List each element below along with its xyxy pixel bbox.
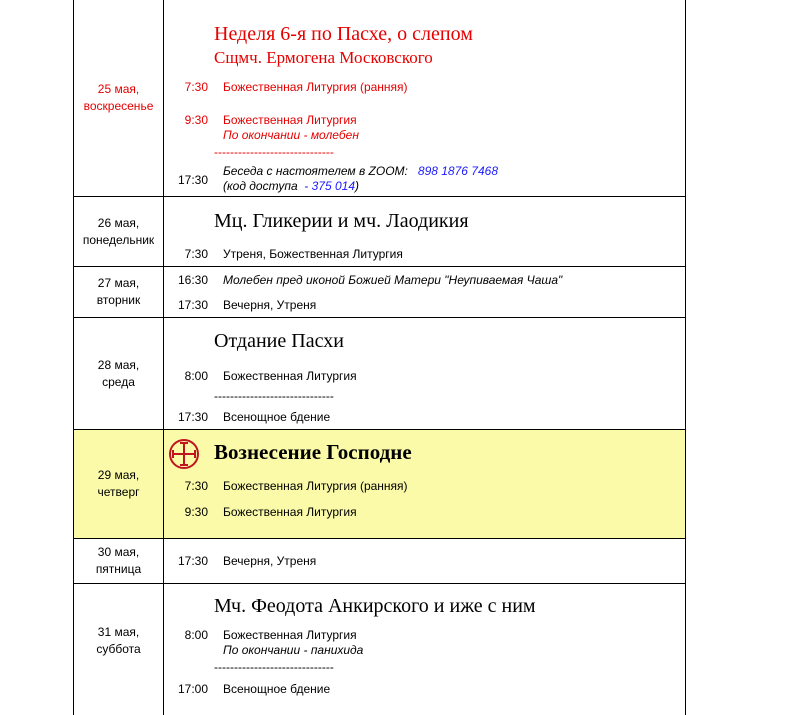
date-cell [74, 584, 164, 715]
date-label: 27 мая, [97, 276, 140, 290]
date-cell [74, 318, 164, 429]
access-code-prefix: (код доступа [223, 179, 298, 193]
service-name: Всенощное бдение [223, 682, 331, 696]
service-name: Утреня, Божественная Литургия [223, 247, 403, 261]
cross-icon [168, 438, 200, 470]
date-label: 26 мая, [97, 215, 140, 230]
services-cell [164, 197, 685, 266]
service-name: Божественная Литургия [223, 113, 357, 127]
weekday-label: суббота [96, 642, 141, 656]
services-cell [164, 0, 685, 196]
service-name: Беседа с настоятелем в ZOOM: [223, 164, 408, 178]
service-name: Божественная Литургия [223, 628, 357, 642]
zoom-phone: 898 1876 7468 [417, 164, 498, 178]
service-time: 8:00 [184, 369, 208, 383]
weekday-label: пятница [95, 562, 142, 576]
service-time: 7:30 [184, 80, 208, 94]
service-time: 9:30 [184, 505, 208, 519]
service-name: Божественная Литургия (ранняя) [223, 479, 408, 493]
zoom-line [223, 164, 498, 178]
weekday-label: воскресенье [83, 99, 154, 113]
date-label: 29 мая, [97, 468, 140, 482]
service-note: По окончании - панихида [223, 643, 364, 657]
feast-title: Мч. Феодота Анкирского и иже с ним [214, 595, 536, 617]
services-cell [164, 267, 685, 317]
service-name: Молебен пред иконой Божией Матери "Неупиваемая Чаша" [223, 273, 563, 287]
services-cell [164, 584, 685, 715]
services-cell [164, 318, 685, 429]
schedule-table [73, 0, 686, 715]
separator-line: ------------------------------ [214, 660, 334, 674]
day-row-29 [73, 430, 686, 539]
service-name: Вечерня, Утреня [223, 298, 317, 312]
date-label: 31 мая, [97, 625, 140, 639]
service-time: 17:30 [177, 554, 208, 568]
day-row-26 [73, 197, 686, 267]
service-name: Божественная Литургия [223, 369, 357, 383]
weekday-label: понедельник [82, 232, 155, 247]
service-time: 7:30 [184, 479, 208, 493]
date-label: 30 мая, [97, 545, 140, 559]
date-cell [74, 267, 164, 317]
day-row-30 [73, 539, 686, 584]
day-row-25 [73, 0, 686, 197]
service-time: 7:30 [184, 247, 208, 261]
date-label: 28 мая, [97, 357, 140, 372]
date-cell [74, 539, 164, 583]
date-cell [74, 197, 164, 266]
feast-title: Мц. Гликерии и мч. Лаодикия [214, 210, 469, 232]
service-name: Вечерня, Утреня [223, 554, 317, 568]
service-time: 16:30 [177, 273, 208, 287]
service-name: Всенощное бдение [223, 410, 331, 424]
service-name: Божественная Литургия (ранняя) [223, 80, 408, 94]
feast-subtitle: Сщмч. Ермогена Московского [214, 48, 433, 67]
service-time: 17:30 [177, 410, 208, 424]
day-row-31 [73, 584, 686, 715]
service-time: 17:30 [177, 298, 208, 312]
access-code-line [223, 179, 359, 193]
feast-title: Вознесение Господне [214, 440, 412, 464]
service-name: Божественная Литургия [223, 505, 357, 519]
service-time: 17:00 [177, 682, 208, 696]
service-time: 9:30 [184, 113, 208, 127]
date-cell [74, 430, 164, 538]
service-time: 8:00 [184, 628, 208, 642]
feast-title: Неделя 6-я по Пасхе, о слепом [214, 23, 473, 45]
date-cell [74, 0, 164, 196]
services-cell [164, 430, 685, 538]
date-label: 25 мая, [97, 82, 140, 96]
service-note: По окончании - молебен [223, 128, 359, 142]
weekday-label: вторник [96, 293, 141, 307]
service-time: 17:30 [177, 173, 208, 187]
weekday-label: среда [102, 374, 135, 389]
access-code-suffix: ) [355, 179, 360, 193]
weekday-label: четверг [97, 485, 140, 499]
access-code: - 375 014 [304, 179, 356, 193]
services-cell [164, 539, 685, 583]
day-row-27 [73, 267, 686, 318]
separator-line: ------------------------------ [214, 145, 334, 159]
separator-line: ------------------------------ [214, 389, 334, 403]
day-row-28 [73, 318, 686, 430]
feast-title: Отдание Пасхи [214, 330, 344, 352]
